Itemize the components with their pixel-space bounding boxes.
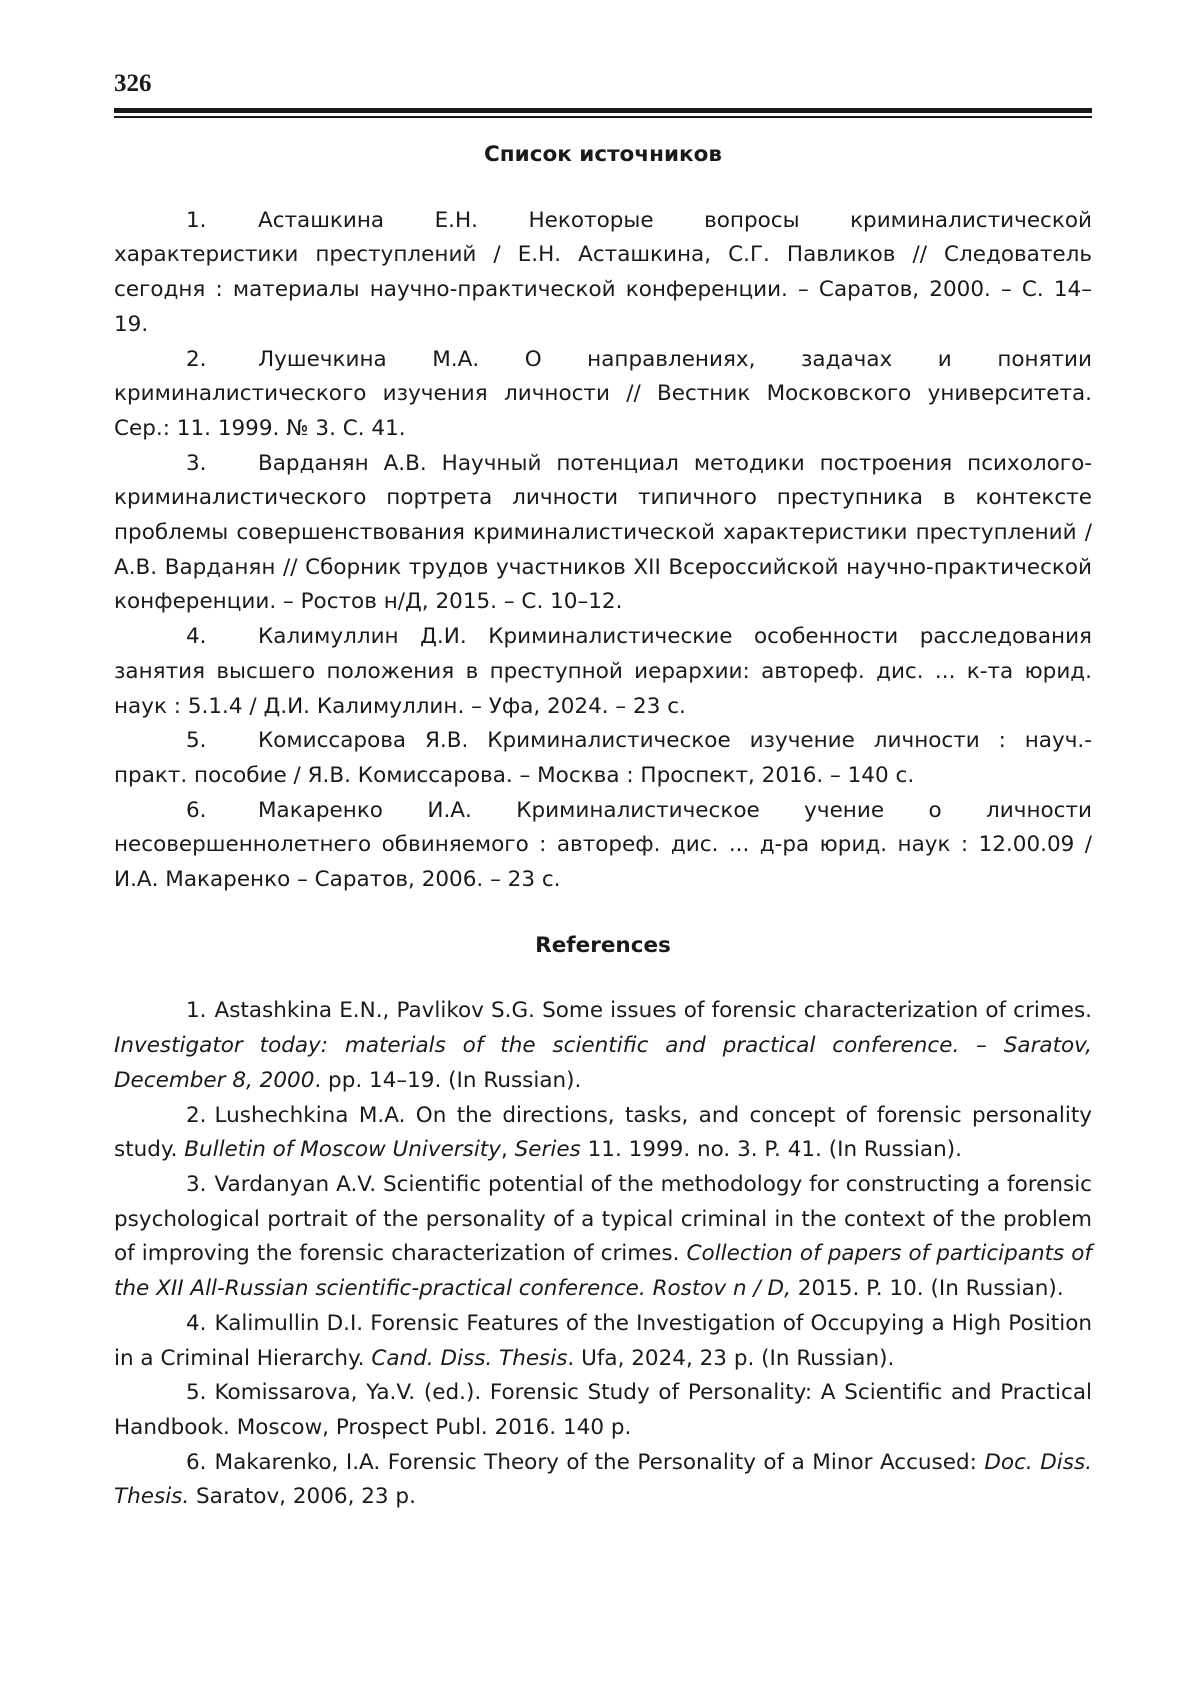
reference-item: [114, 1446, 1092, 1515]
reference-italic: Bulletin of Moscow University: [184, 1137, 501, 1163]
reference-number: 3.: [186, 1171, 207, 1197]
header-rule-thin: [114, 116, 1092, 118]
source-item: [114, 794, 1092, 898]
source-number: 3.: [186, 450, 207, 476]
reference-number: 1.: [186, 998, 207, 1024]
reference-number: 6.: [186, 1449, 207, 1475]
source-number: 2.: [186, 346, 207, 372]
source-item: [114, 343, 1092, 447]
source-item: [114, 204, 1092, 343]
source-text: Асташкина Е.Н. Некоторые вопросы криминалистической характеристики преступлений / Е.Н. Асташкина, С.Г. Павликов // Следователь сегодня : материалы научно-практической конференции. – Саратов, 2000. – С. 14–19.: [114, 207, 1092, 337]
reference-text: Lushechkina M.A. On the directions, tasks, and concept of forensic personality study.: [114, 1102, 1092, 1163]
reference-text: Makarenko, I.A. Forensic Theory of the Personality of a Minor Accused:: [214, 1449, 985, 1475]
reference-text: Astashkina E.N., Pavlikov S.G. Some issues of forensic characterization of crimes.: [214, 998, 1092, 1024]
sources-heading: Список источников: [484, 142, 722, 167]
reference-text: Vardanyan A.V. Scientific potential of the methodology for constructing a forensic psychological portrait of the personality of a typical criminal in the context of the problem of improving the forensic characterization of crimes.: [114, 1171, 1092, 1267]
source-item: [114, 447, 1092, 621]
source-number: 6.: [186, 797, 207, 823]
reference-number: 4.: [186, 1310, 207, 1336]
reference-text: Komissarova, Ya.V. (ed.). Forensic Study of Personality: A Scientific and Practical Handbook. Moscow, Prospect Publ. 2016. 140 p.: [114, 1380, 1092, 1440]
source-text: Варданян А.В. Научный потенциал методики построения психолого-криминалистического портрета личности типичного преступника в контексте проблемы совершенствования криминалистической характеристики преступлений / А.В. Варданян // Сборник трудов участников XII Всероссийской научно-практической конференции. – Ростов н/Д, 2015. – С. 10–12.: [114, 450, 1092, 615]
reference-italic: Doc. Diss. Thesis.: [114, 1449, 1093, 1510]
source-text: Комиссарова Я.В. Криминалистическое изучение личности : науч.-практ. пособие / Я.В. Комиссарова. – Москва : Проспект, 2016. – 140 с.: [114, 728, 1092, 788]
reference-tail-2: 11. 1999. no. 3. P. 41. (In Russian).: [580, 1137, 962, 1163]
reference-tail: ,: [500, 1137, 515, 1163]
reference-item: [114, 1168, 1092, 1307]
reference-italic: Investigator today: materials of the scientific and practical conference. – Saratov, December 8, 2000: [114, 1033, 1092, 1093]
source-number: 4.: [186, 624, 207, 650]
source-number: 1.: [186, 207, 207, 233]
reference-number: 2.: [186, 1102, 207, 1128]
source-item: [114, 620, 1092, 724]
source-text: Макаренко И.А. Криминалистическое учение о личности несовершеннолетнего обвиняемого : автореф. дис. ... д-ра юрид. наук : 12.00.09 / И.А. Макаренко – Саратов, 2006. – 23 с.: [114, 797, 1092, 893]
reference-italic: Cand. Diss. Thesis: [371, 1345, 568, 1371]
references-list: [114, 994, 1092, 1515]
source-number: 5.: [186, 728, 207, 754]
reference-tail: . pp. 14–19. (In Russian).: [314, 1067, 582, 1093]
reference-tail: . Ufa, 2024, 23 p. (In Russian).: [567, 1345, 895, 1371]
source-text: Калимуллин Д.И. Криминалистические особенности расследования занятия высшего положения в преступной иерархии: автореф. дис. ... к-та юрид. наук : 5.1.4 / Д.И. Калимуллин. – Уфа, 2024. – 23 с.: [114, 624, 1092, 719]
reference-number: 5.: [186, 1380, 207, 1406]
reference-italic: Collection of papers of participants of the XII All-Russian scientific-practical conference. Rostov n / D,: [114, 1241, 1092, 1302]
reference-item: [114, 1376, 1092, 1445]
source-item: [114, 724, 1092, 793]
reference-item: [114, 1099, 1092, 1168]
page-number: 326: [114, 70, 152, 97]
reference-tail: 2015. P. 10. (In Russian).: [790, 1276, 1064, 1302]
source-text: Лушечкина М.А. О направлениях, задачах и понятии криминалистического изучения личности // Вестник Московского университета. Сер.: 11. 1999. № 3. С. 41.: [114, 346, 1092, 441]
reference-item: [114, 1307, 1092, 1376]
reference-tail: Saratov, 2006, 23 p.: [189, 1484, 416, 1510]
reference-item: [114, 994, 1092, 1098]
header-rule-thick: [114, 108, 1092, 113]
reference-text: Kalimullin D.I. Forensic Features of the Investigation of Occupying a High Position in a Criminal Hierarchy.: [114, 1310, 1092, 1371]
page-content: [114, 138, 1092, 1515]
sources-list: [114, 204, 1092, 898]
references-heading: References: [535, 932, 671, 958]
reference-italic-2: Series: [514, 1137, 581, 1163]
